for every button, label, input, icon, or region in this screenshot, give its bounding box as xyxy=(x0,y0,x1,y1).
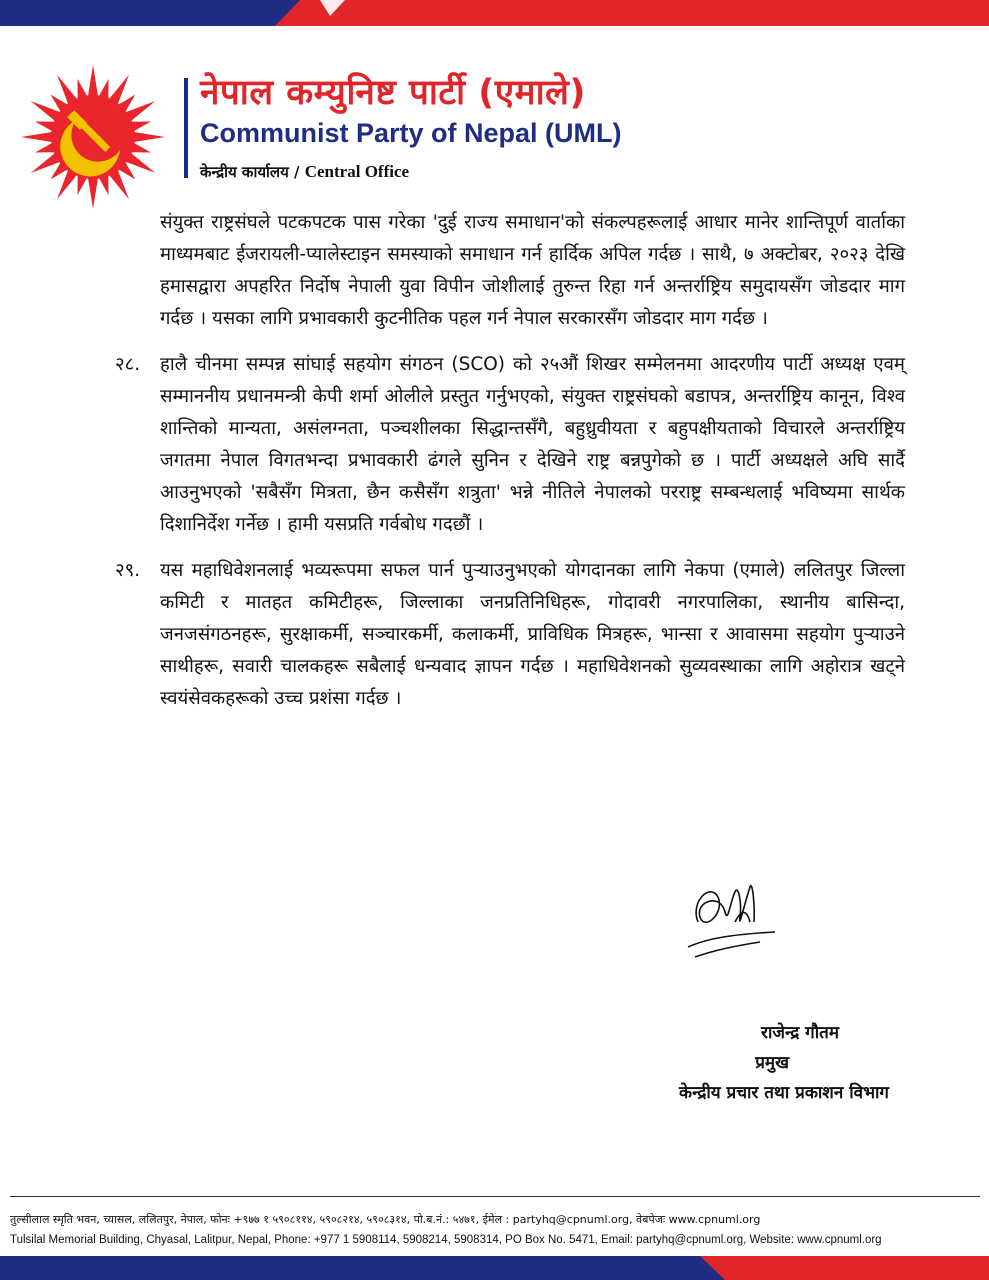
party-sun-emblem-logo xyxy=(18,62,168,212)
footer-address-english: Tulsilal Memorial Building, Chyasal, Lalitpur, Nepal, Phone: +977 1 5908114, 5908214, 5908314, PO Box No. 5471, Email: partyhq@cpnuml.org, Website: www.cpnuml.org xyxy=(10,1234,882,1246)
sun-ray xyxy=(21,132,53,142)
office-nepali: केन्द्रीय कार्यालय xyxy=(200,163,289,181)
header-divider xyxy=(184,78,188,178)
signature xyxy=(680,862,780,972)
signatory-name: राजेन्द्र गौतम xyxy=(761,1023,839,1043)
item-text: हालै चीनमा सम्पन्न सांघाई सहयोग संगठन (SCO) को २५औं शिखर सम्मेलनमा आदरणीय पार्टी अध्यक्ष एवम् सम्माननीय प्रधानमन्त्री केपी शर्मा ओलीले प्रस्तुत गर्नुभएको, संयुक्त राष्ट्रसंघको बडापत्र, अन्तर्राष्ट्रिय कानून, विश्व शान्तिको मान्यता, असंलग्नता, पञ्चशीलका सिद्धान्तसँगै, बहुध्रुवीयता र बहुपक्षीयताको विचारले अन्तर्राष्ट्रिय जगतमा नेपाल विगतभन्दा प्रभावकारी ढंगले सुनिन र देखिने राष्ट्र बन्नपुगेको छ । पार्टी अध्यक्षले अघि सार्दै आउनुभएको 'सबैसँग मित्रता, छैन कसैसँग शत्रुता' भन्ने नीतिले नेपालको परराष्ट्र सम्बन्धलाई भविष्यमा सार्थक दिशानिर्देश गर्नेछ । हामी यसप्रति गर्वबोध गदछौं । xyxy=(160,354,905,535)
item-text: यस महाधिवेशनलाई भव्यरूपमा सफल पार्न पुर्‍याउनुभएको योगदानका लागि नेकपा (एमाले) ललितपुर जिल्ला कमिटी र मातहत कमिटीहरू, जिल्लाका जनप्रतिनिधिहरू, गोदावरी नगरपालिका, स्थानीय बासिन्दा, जनजसंगठनहरू, सुरक्षाकर्मी, सञ्चारकर्मी, कलाकर्मी, प्राविधिक मित्रहरू, भान्सा र आवासमा सहयोग पुर्‍याउने साथीहरू, सवारी चालकहरू सबैलाई धन्यवाद ज्ञापन गर्दछ । महाधिवेशनको सुव्यवस्थाका लागि अहोरात्र खट्ने स्वयंसेवकहरूको उच्च प्रशंसा गर्दछ । xyxy=(160,560,905,709)
item-number: २८. xyxy=(115,354,141,375)
signatory-department: केन्द्रीय प्रचार तथा प्रकाशन विभाग xyxy=(679,1083,889,1103)
list-item xyxy=(115,349,905,541)
office-english: Central Office xyxy=(304,162,410,181)
footer-rule xyxy=(10,1196,980,1197)
office-line xyxy=(200,162,409,182)
bottom-stripe xyxy=(0,1256,989,1280)
party-name-english: Communist Party of Nepal (UML) xyxy=(200,118,622,148)
sun-ray xyxy=(88,65,98,97)
list-item xyxy=(115,555,905,715)
footer-address-nepali: तुल्सीलाल स्मृति भवन, च्यासल, ललितपुर, नेपाल, फोनः +९७७ १ ५९०८११४, ५९०८२१४, ५९०८३१४, पो.ब.नं.: ५४७१, ईमेल : partyhq@cpnuml.org, वेबपेजः www.cpnuml.org xyxy=(10,1213,761,1226)
party-name-nepali: नेपाल कम्युनिष्ट पार्टी (एमाले) xyxy=(200,73,586,113)
item-number: २९. xyxy=(115,560,141,581)
signatory-block xyxy=(569,1018,889,1108)
continuation-paragraph: संयुक्त राष्ट्रसंघले पटकपटक पास गरेका 'दुई राज्य समाधान'को संकल्पहरूलाई आधार मानेर शान्तिपूर्ण वार्ताका माध्यमबाट ईजरायली-प्यालेस्टाइन समस्याको समाधान गर्न हार्दिक अपिल गर्दछ । साथै, ७ अक्टोबर, २०२३ देखि हमासद्वारा अपहरित निर्दोष नेपाली युवा विपीन जोशीलाई तुरुन्त रिहा गर्न अन्तर्राष्ट्रिय समुदायसँग जोडदार माग गर्दछ । यसका लागि प्रभावकारी कुटनीतिक पहल गर्न नेपाल सरकारसँग जोडदार माग गर्दछ । xyxy=(160,212,905,329)
sun-ray xyxy=(133,132,165,142)
sun-ray xyxy=(88,177,98,209)
top-stripe xyxy=(0,0,989,26)
signatory-title: प्रमुख xyxy=(755,1053,789,1073)
office-separator: / xyxy=(288,163,305,181)
document-body xyxy=(115,207,905,729)
